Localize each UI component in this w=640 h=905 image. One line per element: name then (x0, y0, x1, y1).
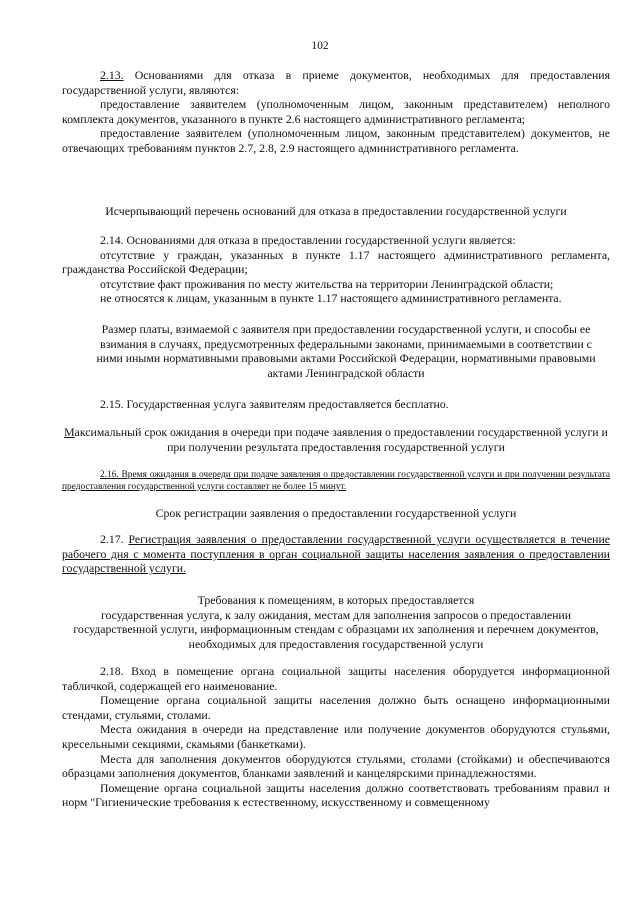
section-2-14-intro: 2.14. Основаниями для отказа в предоставлении государственной услуги является: (100, 233, 516, 247)
section-2-17-number: 2.17. (100, 532, 129, 546)
section-2-18-p3: Места ожидания в очереди на представление или получение документов оборудуются стульями, кресельными секциями, скамьями (банкетками). (62, 722, 610, 751)
section-2-17-text: Регистрация заявления о предоставлении государственной услуги осуществляется в течение рабочего дня с момента поступления в орган социальной защиты населения заявления о предоставлении государственной услуги. (62, 532, 610, 576)
section-2-13-number: 2.13. (100, 68, 124, 82)
heading-fee: Размер платы, взимаемой с заявителя при предоставлении государственной услуги, и способы ее взимания в случаях, предусмотренных федеральными законами, принимаемыми в соответствии с ними иными нормативными правовыми актами Российской Федерации, нормативными правовыми актами Ленинградской области (96, 322, 596, 380)
section-2-14 (62, 233, 610, 306)
page-number: 102 (311, 40, 329, 52)
section-2-16-text: 2.16. Время ожидания в очереди при подаче заявления о предоставлении государственной услуги и при получении результата предоставления государственной услуги составляет не более 15 минут. (62, 470, 610, 492)
section-2-13-item-2: предоставление заявителем (уполномоченным лицом, законным представителем) документов, не отвечающих требованиям пунктов 2.7, 2.8, 2.9 настоящего административного регламента. (62, 126, 610, 155)
heading-premises (62, 593, 610, 651)
heading-waiting-time (62, 425, 610, 454)
section-2-16 (62, 469, 610, 493)
section-2-17 (62, 532, 610, 576)
section-2-14-item-1: отсутствие у граждан, указанных в пункте 1.17 настоящего административного регламента, гражданства Российской Федерации; (62, 247, 610, 277)
section-2-13 (62, 68, 610, 156)
heading-premises-line-1: Требования к помещениям, в которых предоставляется (197, 593, 475, 607)
section-2-18-p4: Места для заполнения документов оборудуются стульями, столами (стойками) и обеспечиваются образцами заполнения документов, бланками заявлений и канцелярскими принадлежностями. (62, 751, 610, 781)
section-2-15-text: 2.15. Государственная услуга заявителям предоставляется бесплатно. (100, 397, 449, 411)
section-2-13-intro: Основаниями для отказа в приеме документов, необходимых для предоставления государственной услуги, являются: (62, 68, 610, 97)
section-2-18-p1: 2.18. Вход в помещение органа социальной защиты населения оборудуется информационной табличкой, содержащей его наименование. (62, 664, 610, 693)
heading-waiting-rest: аксимальный срок ожидания в очереди при подаче заявления о предоставлении государственной услуги и при получении результата предоставления государственной услуги (74, 425, 608, 454)
section-2-18-p5: Помещение органа социальной защиты населения должно соответствовать требованиям правил и норм "Гигиенические требования к естественному, искусственному и совмещенному (62, 780, 610, 810)
heading-premises-rest: государственная услуга, к залу ожидания, местам для заполнения запросов о предоставлении государственной услуги, информационным стендам с образцами их заполнения и перечнем документов, необходимых для предоставления государственной услуги (73, 607, 599, 651)
heading-refusal-grounds: Исчерпывающий перечень оснований для отказа в предоставлении государственной услуги (105, 204, 567, 218)
section-2-15 (62, 397, 610, 412)
section-2-14-item-3: не относятся к лицам, указанным в пункте 1.17 настоящего административного регламента. (100, 291, 562, 306)
section-2-18 (62, 664, 610, 810)
heading-registration: Срок регистрации заявления о предоставлении государственной услуги (155, 506, 517, 520)
section-2-13-item-1: предоставление заявителем (уполномоченным лицом, законным представителем) неполного комплекта документов, указанного в пункте 2.6 настоящего административного регламента; (62, 97, 610, 126)
heading-waiting-first-letter: М (64, 425, 75, 439)
section-2-14-item-2: отсутствие факт проживания по месту жительства на территории Ленинградской области; (100, 276, 554, 291)
section-2-18-p2: Помещение органа социальной защиты населения должно быть оснащено информационными стендами, стульями, столами. (62, 693, 610, 722)
